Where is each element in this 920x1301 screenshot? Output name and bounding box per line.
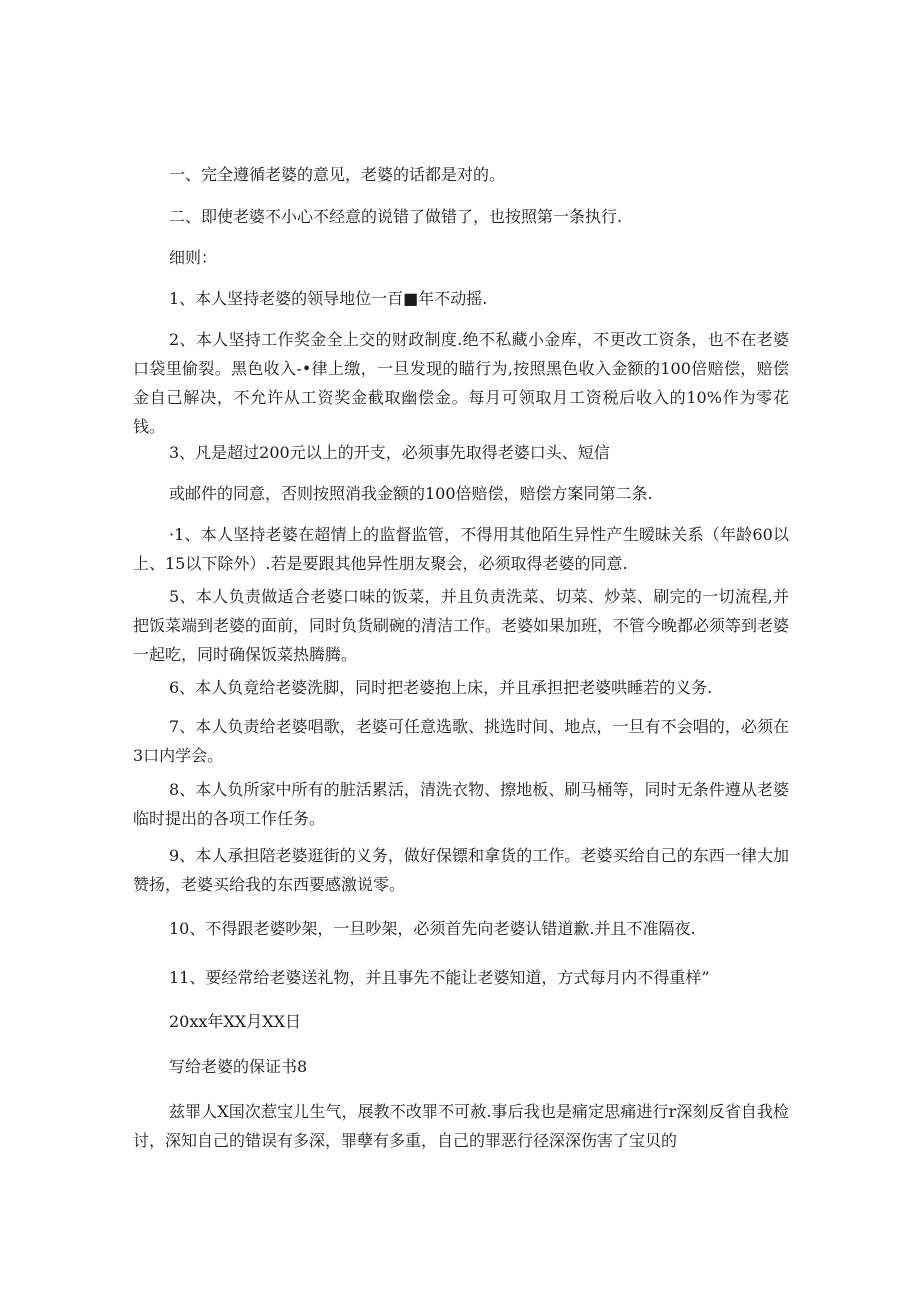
paragraph-principle-2: 二、即使老婆不小心不经意的说错了做错了，也按照第一条执行. bbox=[169, 207, 623, 226]
paragraph-rule-3-continued: 或邮件的同意，否则按照消我金额的100倍赔偿，赔偿方案同第二条. bbox=[169, 484, 653, 503]
paragraph-letter-body: 兹罪人X国次惹宝儿生气，展教不改罪不可赦.事后我也是痛定思痛进行r深刻反省自我检讨，深知自己的错误有多深，罪孽有多重，自己的罪恶行径深深伤害了宝贝的 bbox=[133, 1102, 789, 1150]
paragraph-rule-10: 10、不得跟老婆吵架，一旦吵架，必须首先向老婆认错道歉.并且不准隔夜. bbox=[169, 919, 696, 938]
paragraph-rule-1: 1、本人坚持老婆的领导地位一百■年不动摇. bbox=[169, 289, 488, 308]
paragraph-principle-1: 一、完全遵循老婆的意见，老婆的话都是对的。 bbox=[169, 165, 506, 184]
paragraph-rules-heading: 细则： bbox=[169, 248, 218, 267]
paragraph-rule-5: 5、本人负责做适合老婆口味的饭菜，并且负责洗菜、切菜、炒菜、刷完的一切流程,并把饭菜端到老婆的面前，同时负货刷碗的清洁工作。老婆如果加班，不管今晚都必须等到老婆一起吃，同时确保饭菜热腾腾。 bbox=[133, 587, 790, 664]
paragraph-rule-4: ·1、本人坚持老婆在超情上的监督监管，不得用其他陌生异性产生暧昧关系（年龄60以上、15以下除外）.若是要跟其他异性朋友聚会，必须取得老婆的同意. bbox=[133, 525, 789, 573]
paragraph-letter-title: 写给老婆的保证书8 bbox=[169, 1057, 308, 1076]
paragraph-rule-2: 2、本人坚持工作奖金全上交的财政制度.绝不私藏小金库，不更改工资条，也不在老婆口袋里偷裂。黑色收入-•律上缴，一旦发现的瞄行为,按照黑色收入金额的100倍赔偿，赔偿金自己解决，不允许从工资奖金截取幽偿金。每月可领取月工资税后收入的10%作为零花钱。 bbox=[133, 330, 789, 436]
paragraph-rule-3: 3、凡是超过200元以上的开支，必须事先取得老婆口头、短信 bbox=[169, 443, 610, 462]
paragraph-rule-8: 8、本人负所家中所有的脏活累活，清洗衣物、擦地板、刷马桶等，同时无条件遵从老婆临时提出的各项工作任务。 bbox=[133, 780, 789, 828]
paragraph-date: 20xx年XX月XX日 bbox=[169, 1012, 301, 1031]
paragraph-rule-7: 7、本人负责给老婆唱歌，老婆可任意选歌、挑选时间、地点，一旦有不会唱的，必须在3口内学会。 bbox=[133, 717, 789, 765]
paragraph-rule-6: 6、本人负竟给老婆洗脚，同时把老婆抱上床，并且承担把老婆哄睡若的义务. bbox=[169, 678, 713, 697]
paragraph-rule-9: 9、本人承担陪老婆逛街的义务，做好保镖和拿货的工作。老婆买给自己的东西一律大加赞扬，老婆买给我的东西要感激说零。 bbox=[133, 846, 789, 894]
paragraph-rule-11: 11、要经常给老婆送礼物，并且事先不能让老婆知道，方式每月内不得重样” bbox=[169, 968, 710, 987]
